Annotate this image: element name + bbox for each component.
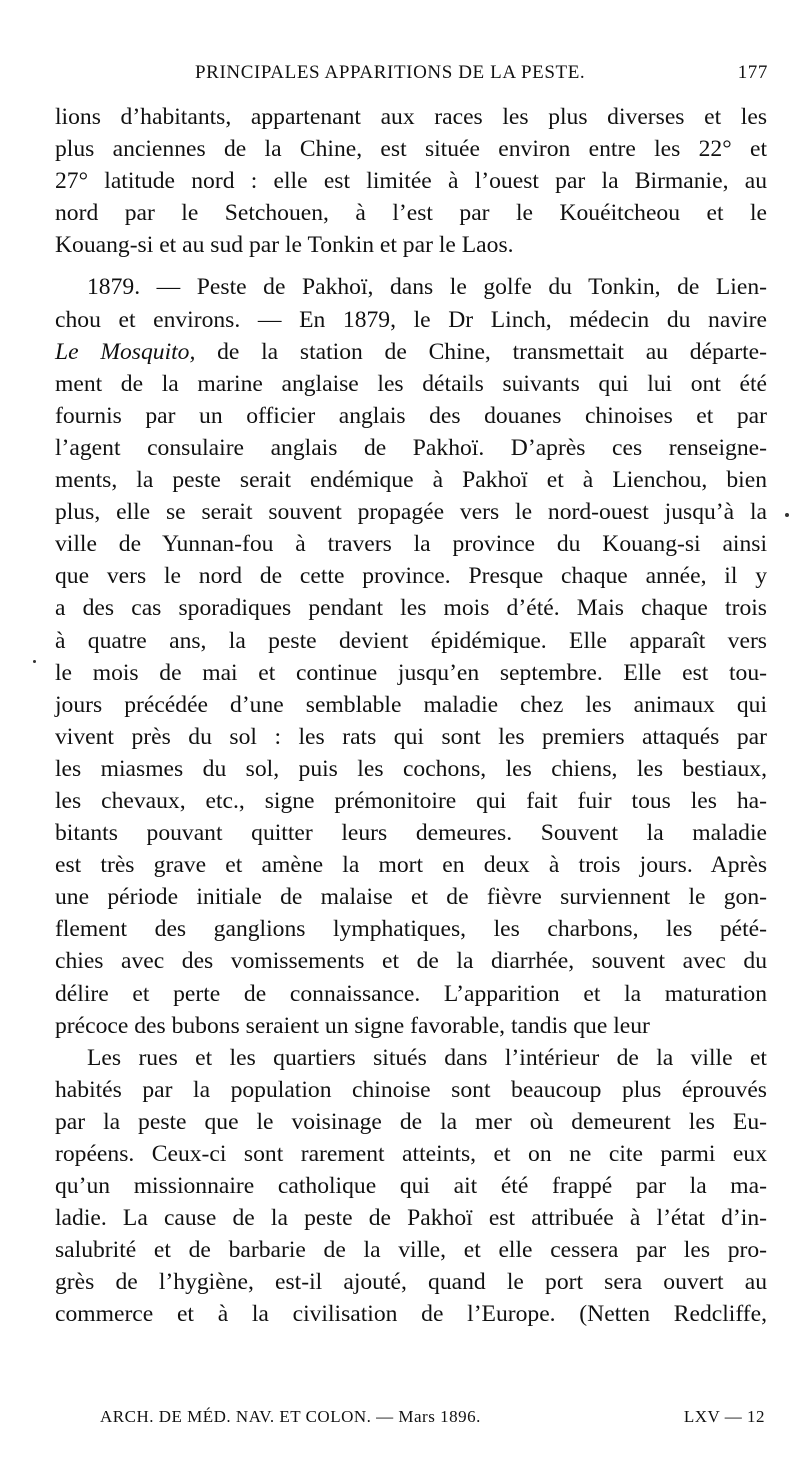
text-line: est très grave et amène la mort en deux à trois jours. Après	[55, 852, 767, 879]
text-line: à quatre ans, la peste devient épidémique. Elle apparaît vers	[55, 627, 767, 654]
text-line-with-italic	[55, 336, 767, 368]
page-number: 177	[737, 62, 768, 83]
text-line: ments, la peste serait endémique à Pakhoï et à Lienchou, bien	[55, 467, 767, 494]
text-line: 27° latitude nord : elle est limitée à l’ouest par la Birmanie, au	[55, 168, 767, 195]
body-text	[55, 101, 767, 1331]
text-line: qu’un missionnaire catholique qui ait été frappé par la ma-	[55, 1173, 767, 1200]
ship-name: Le Mosquito,	[55, 338, 196, 365]
text-line: une période initiale de malaise et de fièvre surviennent le gon-	[55, 884, 767, 911]
text-line: ment de la marine anglaise les détails suivants qui lui ont été	[55, 370, 767, 397]
text-fragment: de la station de Chine, transmettait au départe-	[195, 338, 767, 365]
text-line: plus, elle se serait souvent propagée vers le nord-ouest jusqu’à la	[55, 499, 767, 526]
text-line: bitants pouvant quitter leurs demeures. Souvent la maladie	[55, 820, 767, 847]
page-footer	[100, 1407, 765, 1431]
text-line: jours précédée d’une semblable maladie chez les animaux qui	[55, 691, 767, 718]
text-line: lions d’habitants, appartenant aux races les plus diverses et les	[55, 104, 767, 130]
text-line: nord par le Setchouen, à l’est par le Kouéitcheou et le	[55, 200, 767, 227]
text-line: Kouang-si et au sud par le Tonkin et par le Laos.	[55, 232, 514, 259]
text-line: ladie. La cause de la peste de Pakhoï est attribuée à l’état d’in-	[55, 1205, 767, 1232]
text-line: plus anciennes de la Chine, est située environ entre les 22° et	[55, 136, 767, 163]
text-line: habités par la population chinoise sont beaucoup plus éprouvés	[55, 1076, 767, 1103]
text-line: délire et perte de connaissance. L’apparition et la maturation	[55, 980, 767, 1007]
text-line: Les rues et les quartiers situés dans l’intérieur de la ville et	[87, 1044, 767, 1071]
text-line: fournis par un officier anglais des douanes chinoises et par	[55, 402, 767, 429]
text-line: ville de Yunnan-fou à travers la province du Kouang-si ainsi	[55, 531, 767, 558]
text-line: l’agent consulaire anglais de Pakhoï. D’après ces renseigne-	[55, 434, 767, 461]
text-line: les miasmes du sol, puis les cochons, les chiens, les bestiaux,	[55, 755, 767, 782]
paragraph-2	[55, 271, 767, 1041]
running-header	[55, 62, 770, 86]
journal-reference: ARCH. DE MÉD. NAV. ET COLON. — Mars 1896.	[100, 1407, 481, 1426]
text-line: commerce et à la civilisation de l’Europe. (Netten Redcliffe,	[55, 1301, 767, 1328]
text-line: le mois de mai et continue jusqu’en septembre. Elle est tou-	[55, 659, 767, 686]
text-line: chies avec des vomissements et de la diarrhée, souvent avec du	[55, 948, 767, 975]
paragraph-3	[55, 1042, 767, 1331]
text-line: que vers le nord de cette province. Presque chaque année, il y	[55, 563, 767, 590]
text-line: a des cas sporadiques pendant les mois d’été. Mais chaque trois	[55, 595, 767, 622]
stray-ink-mark	[33, 660, 36, 663]
text-line: ropéens. Ceux-ci sont rarement atteints, et on ne cite parmi eux	[55, 1141, 767, 1167]
text-line: précoce des bubons seraient un signe favorable, tandis que leur	[55, 1012, 650, 1039]
text-line: flement des ganglions lymphatiques, les charbons, les pété-	[55, 916, 767, 943]
text-line: salubrité et de barbarie de la ville, et elle cessera par les pro-	[55, 1237, 767, 1264]
signature-mark: LXV — 12	[683, 1407, 765, 1426]
text-line: par la peste que le voisinage de la mer où demeurent les Eu-	[55, 1108, 767, 1135]
paragraph-1	[55, 101, 767, 261]
text-line: grès de l’hygiène, est-il ajouté, quand le port sera ouvert au	[55, 1269, 767, 1296]
running-title: PRINCIPALES APPARITIONS DE LA PESTE.	[195, 62, 586, 83]
text-line: les chevaux, etc., signe prémonitoire qui fait fuir tous les ha-	[55, 787, 767, 814]
text-line: 1879. — Peste de Pakhoï, dans le golfe du Tonkin, de Lien-	[87, 274, 767, 301]
text-line: chou et environs. — En 1879, le Dr Linch, médecin du navire	[55, 306, 767, 333]
stray-ink-mark	[785, 513, 789, 517]
text-line: vivent près du sol : les rats qui sont les premiers attaqués par	[55, 723, 767, 750]
